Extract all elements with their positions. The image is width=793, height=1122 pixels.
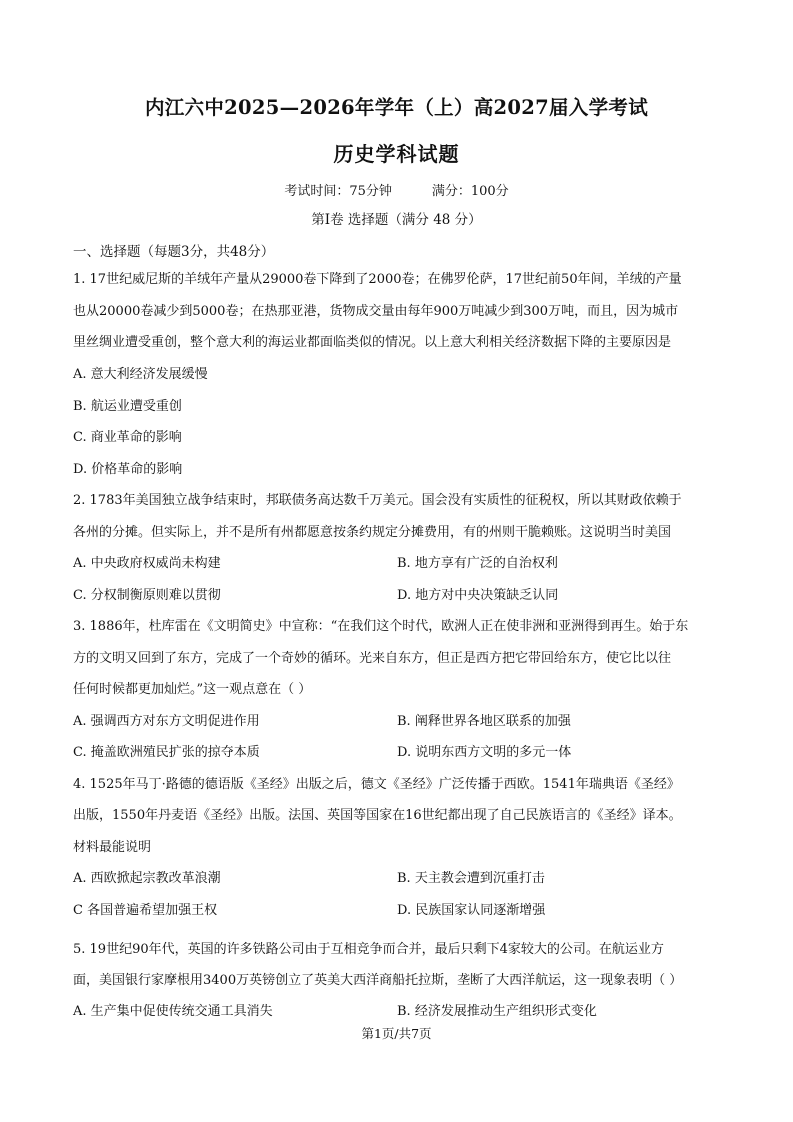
question-2-option-a: A. 中央政府权威尚未构建	[73, 556, 221, 571]
question-3-option-c: C. 掩盖欧洲殖民扩张的掠夺本质	[73, 745, 260, 760]
question-3-option-d: D. 说明东西方文明的多元一体	[397, 745, 572, 760]
page-number: 第1页/共7页	[361, 1026, 432, 1041]
question-4-line-1: 4. 1525年马丁·路德的德语版《圣经》出版之后，德文《圣经》广泛传播于西欧。1541年瑞典语《圣经》	[73, 777, 680, 792]
exam-full-score: 满分：100分	[431, 184, 509, 199]
question-4-option-c: C 各国普遍希望加强王权	[73, 903, 218, 918]
question-1-line-2: 也从20000卷减少到5000卷；在热那亚港，货物成交量由每年900万吨减少到300万吨，而且，因为城市	[73, 304, 679, 319]
question-4-line-2: 出版，1550年丹麦语《圣经》出版。法国、英国等国家在16世纪都出现了自己民族语言的《圣经》译本。	[73, 808, 682, 823]
question-4-option-d: D. 民族国家认同逐渐增强	[397, 903, 546, 918]
question-2-option-c: C. 分权制衡原则难以贯彻	[73, 588, 221, 603]
question-4-option-a: A. 西欧掀起宗教改革浪潮	[73, 871, 221, 886]
question-5-line-1: 5. 19世纪90年代，英国的许多铁路公司由于互相竞争而合并，最后只剩下4家较大的公司。在航运业方	[73, 942, 664, 957]
question-1-option-b: B. 航运业遭受重创	[73, 399, 182, 414]
exam-meta	[0, 180, 793, 199]
section-heading: 第Ⅰ卷 选择题（满分 48 分）	[311, 212, 482, 228]
exam-title: 内江六中2025—2026年学年（上）高2027届入学考试	[144, 96, 649, 119]
subject-title: 历史学科试题	[333, 142, 460, 166]
question-3-option-b: B. 阐释世界各地区联系的加强	[397, 714, 571, 729]
question-5-option-b: B. 经济发展推动生产组织形式变化	[397, 1004, 597, 1019]
question-2-option-d: D. 地方对中央决策缺乏认同	[397, 588, 559, 603]
question-1-line-1: 1. 17世纪威尼斯的羊绒年产量从29000卷下降到了2000卷；在佛罗伦萨，17世纪前50年间，羊绒的产量	[73, 272, 682, 287]
question-2-line-1: 2. 1783年美国独立战争结束时，邦联债务高达数千万美元。国会没有实质性的征税权，所以其财政依赖于	[73, 493, 682, 508]
question-1-option-c: C. 商业革命的影响	[73, 430, 182, 445]
part-heading: 一、选择题（每题3分，共48分）	[73, 244, 275, 260]
question-5-line-2: 面，美国银行家摩根用3400万英镑创立了英美大西洋商船托拉斯，垄断了大西洋航运，这一现象表明（ ）	[73, 973, 683, 988]
question-2-line-2: 各州的分摊。但实际上，并不是所有州都愿意按条约规定分摊费用，有的州则干脆赖账。这说明当时美国	[73, 525, 672, 540]
question-3-line-3: 任何时候都更加灿烂。”这一观点意在（ ）	[73, 682, 312, 697]
question-5-option-a: A. 生产集中促使传统交通工具消失	[73, 1004, 273, 1019]
question-1-option-a: A. 意大利经济发展缓慢	[73, 367, 208, 382]
question-1-option-d: D. 价格革命的影响	[73, 462, 183, 477]
question-3-line-2: 方的文明又回到了东方，完成了一个奇妙的循环。光来自东方，但正是西方把它带回给东方，使它比以往	[73, 651, 672, 666]
question-3-line-1: 3. 1886年，杜库雷在《文明简史》中宣称：“在我们这个时代，欧洲人正在使非洲和亚洲得到再生。始于东	[73, 619, 689, 634]
question-3-option-a: A. 强调西方对东方文明促进作用	[73, 714, 260, 729]
exam-time: 考试时间：75分钟	[284, 184, 392, 199]
question-4-line-3: 材料最能说明	[73, 840, 152, 855]
question-1-line-3: 里丝绸业遭受重创，整个意大利的海运业都面临类似的情况。以上意大利相关经济数据下降的主要原因是	[73, 335, 672, 350]
question-4-option-b: B. 天主教会遭到沉重打击	[397, 871, 545, 886]
question-2-option-b: B. 地方享有广泛的自治权利	[397, 556, 558, 571]
